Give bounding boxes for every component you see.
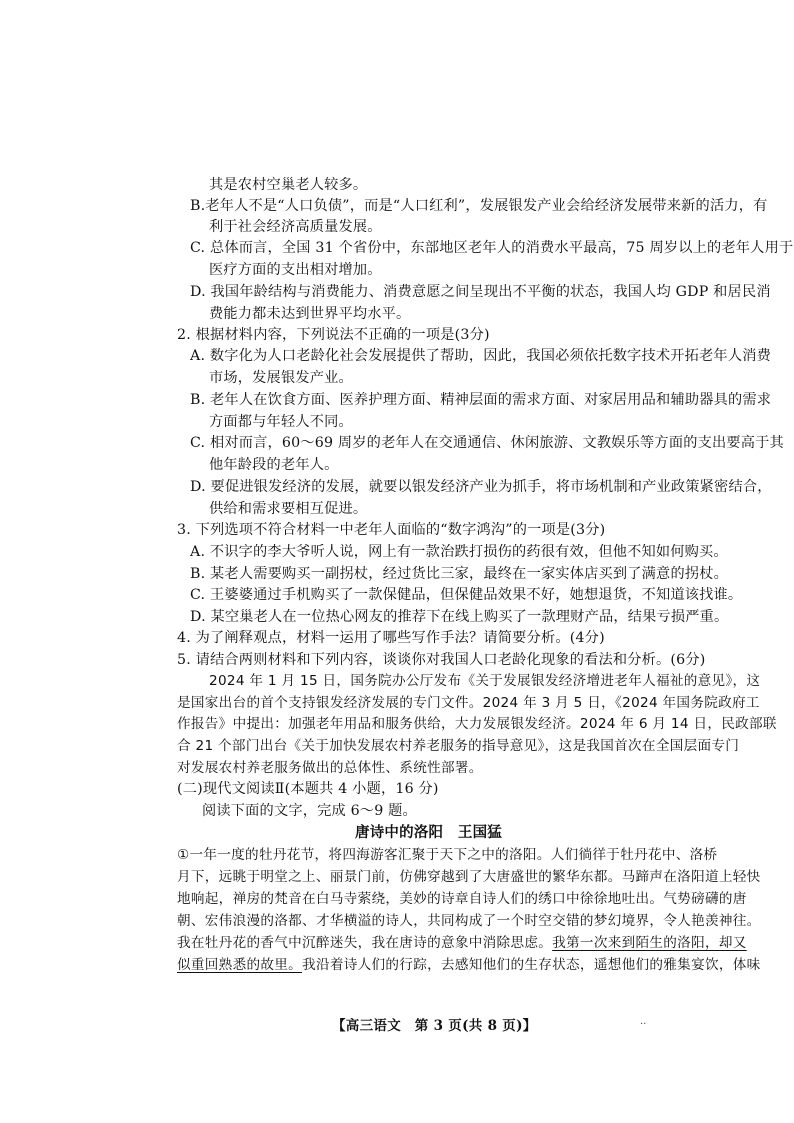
- q5-passage-line1: 2024 年 1 月 15 日，国务院办公厅发布《关于发展银发经济增进老年人福祉的意见》，这: [209, 673, 761, 689]
- q3-option-d: D. 某空巢老人在一位热心网友的推荐下在线上购买了一款理财产品，结果亏损严重。: [190, 609, 729, 625]
- passage-line5: [177, 933, 747, 953]
- q2-option-a-line2: 市场，发展银发产业。: [209, 370, 353, 386]
- q1-option-c-line2: 医疗方面的支出相对增加。: [209, 262, 382, 278]
- q2-option-b-line2: 方面都与年轻人不同。: [209, 414, 353, 430]
- underlined-sentence-part2: 似重回熟悉的故里。: [177, 957, 303, 973]
- section-instruction: 阅读下面的文字，完成 6～9 题。: [202, 803, 417, 819]
- q1-option-d-line1: D. 我国年龄结构与消费能力、消费意愿之间呈现出不平衡的状态，我国人均 GDP 和居民消: [190, 284, 771, 300]
- q2-option-c-line2: 他年龄段的老年人。: [209, 457, 339, 473]
- passage-line6-text: 我沿着诗人们的行踪，去感知他们的生存状态，遥想他们的雅集宴饮，体味: [302, 957, 761, 973]
- q2-stem: 2. 根据材料内容，下列说法不正确的一项是(3分): [177, 327, 490, 343]
- passage-line2: 月下，远眺于明堂之上、丽景门前，仿佛穿越到了大唐盛世的繁华东都。马蹄声在洛阳道上轻快: [177, 869, 761, 885]
- q5-passage-line2: 是国家出台的首个支持银发经济发展的专门文件。2024 年 3 月 5 日，《2024 年国务院政府工: [177, 695, 760, 711]
- q3-stem: 3. 下列选项不符合材料一中老年人面临的“数字鸿沟”的一项是(3分): [177, 522, 606, 538]
- q2-option-a-line1: A. 数字化为人口老龄化社会发展提供了帮助，因此，我国必须依托数字技术开拓老年人消费: [190, 348, 771, 364]
- q5-stem: 5. 请结合两则材料和下列内容，谈谈你对我国人口老龄化现象的看法和分析。(6分): [177, 652, 706, 668]
- q2-option-d-line1: D. 要促进银发经济的发展，就要以银发经济产业为抓手，将市场机制和产业政策紧密结合，: [190, 479, 772, 495]
- underlined-sentence-part1: 我第一次来到陌生的洛阳，却又: [552, 935, 747, 951]
- q5-passage-line4: 合 21 个部门出台《关于加快发展农村养老服务的指导意见》，这是我国首次在全国层面专门: [177, 738, 740, 754]
- q4-stem: 4. 为了阐释观点，材料一运用了哪些写作手法？请简要分析。(4分): [177, 630, 605, 646]
- q5-passage-line5: 对发展农村养老服务做出的总体性、系统性部署。: [177, 760, 483, 776]
- q3-option-b: B. 某老人需要购买一副拐杖，经过货比三家，最终在一家实体店买到了满意的拐杖。: [190, 566, 728, 582]
- page-footer: 【高三语文 第 3 页(共 8 页)】: [332, 1018, 537, 1034]
- passage-line1: ①一年一度的牡丹花节，将四海游客汇聚于天下之中的洛阳。人们徜徉于牡丹花中、洛桥: [177, 847, 718, 863]
- q1-option-c-line1: C. 总体而言，全国 31 个省份中，东部地区老年人的消费水平最高，75 周岁以上的老年人用于: [190, 240, 794, 256]
- corner-mark: ..: [640, 1016, 647, 1027]
- passage-line5-text: 我在牡丹花的香气中沉醉迷失，我在唐诗的意象中消除思虑。: [177, 935, 553, 951]
- section-heading: (二)现代文阅读Ⅱ(本题共 4 小题，16 分): [177, 781, 439, 797]
- q5-passage-line3: 作报告》中提出：加强老年用品和服务供给，大力发展银发经济。2024 年 6 月 14 日，民政部联: [177, 716, 777, 732]
- passage-line6: [177, 955, 761, 975]
- q3-option-a: A. 不识字的李大爷听人说，网上有一款治跌打损伤的药很有效，但他不知如何购买。: [190, 544, 728, 560]
- q1-option-d-line2: 费能力都未达到世界平均水平。: [209, 306, 411, 322]
- q2-option-b-line1: B. 老年人在饮食方面、医养护理方面、精神层面的需求方面、对家居用品和辅助器具的需求: [190, 392, 772, 408]
- q2-option-d-line2: 供给和需求要相互促进。: [209, 501, 368, 517]
- q3-option-c: C. 王婆婆通过手机购买了一款保健品，但保健品效果不好，她想退货，不知道该找谁。: [190, 587, 743, 603]
- passage-line4: 朝、宏伟浪漫的洛都、才华横溢的诗人，共同构成了一个时空交错的梦幻境界，令人艳羡神往。: [177, 913, 761, 929]
- q1-option-b-line2: 利于社会经济高质量发展。: [209, 219, 382, 235]
- passage-line3: 地响起，禅房的梵音在白马寺萦绕，美妙的诗章自诗人们的绣口中徐徐地吐出。气势磅礴的唐: [177, 891, 747, 907]
- q1-option-b-line1: B.老年人不是“人口负债”，而是“人口红利”，发展银发产业会给经济发展带来新的活力，有: [190, 198, 768, 214]
- passage-title: 唐诗中的洛阳 王国猛: [355, 824, 502, 841]
- q1-option-a-continuation: 其是农村空巢老人较多。: [209, 177, 368, 193]
- q2-option-c-line1: C. 相对而言，60～69 周岁的老年人在交通通信、休闲旅游、文教娱乐等方面的支出要高于其: [190, 435, 784, 451]
